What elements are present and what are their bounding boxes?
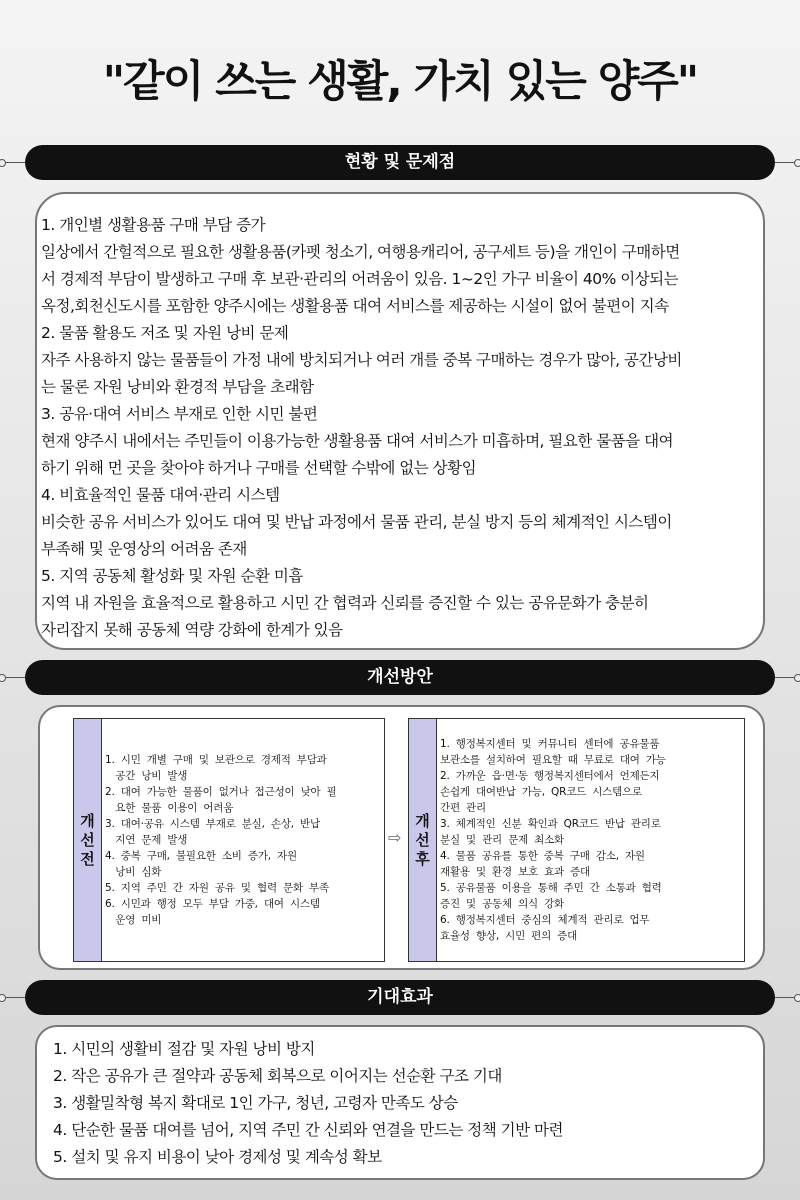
text-line: 하기 위해 먼 곳을 찾아야 하거나 구매를 선택할 수밖에 없는 상황임 (41, 459, 477, 477)
text-line: 1. 행정복지센터 및 커뮤니티 센터에 공유물품 (440, 738, 660, 750)
list-item: 3. 생활밀착형 복지 확대로 1인 가구, 청년, 고령자 만족도 상승 (53, 1094, 458, 1112)
section-heading-effects: 기대효과 (25, 980, 775, 1015)
text-line: 분실 및 관리 문제 최소화 (440, 834, 564, 846)
text-line: 공간 낭비 발생 (105, 770, 188, 782)
text-line: 2. 대여 가능한 물품이 없거나 접근성이 낮아 필 (105, 786, 337, 798)
before-label (74, 719, 102, 961)
text-line: 낭비 심화 (105, 866, 162, 878)
list-item: 4. 단순한 물품 대여를 넘어, 지역 주민 간 신뢰와 연결을 만드는 정책 기반 마련 (53, 1121, 563, 1139)
text-line: 자주 사용하지 않는 물품들이 가정 내에 방치되거나 여러 개를 중복 구매하는 경우가 많아, 공간낭비 (41, 351, 682, 369)
label-char: 후 (415, 849, 430, 868)
after-label (409, 719, 437, 961)
text-line: 6. 행정복지센터 중심의 체계적 관리로 업무 (440, 914, 650, 926)
list-item: 5. 설치 및 유지 비용이 낮아 경제성 및 계속성 확보 (53, 1148, 382, 1166)
text-line: 지역 내 자원을 효율적으로 활용하고 시민 간 협력과 신뢰를 증진할 수 있는 공유문화가 충분히 (41, 594, 649, 612)
text-line: 4. 비효율적인 물품 대여·관리 시스템 (41, 486, 280, 504)
label-char: 선 (415, 830, 430, 849)
text-line: 증진 및 공동체 의식 강화 (440, 898, 564, 910)
text-line: 부족해 및 운영상의 어려움 존재 (41, 540, 247, 558)
section-heading-status: 현황 및 문제점 (25, 145, 775, 180)
text-line: 보관소를 설치하여 필요할 때 무료로 대여 가능 (440, 754, 666, 766)
arrow-icon: ⇨ (388, 828, 402, 847)
text-line: 자리잡지 못해 공동체 역량 강화에 한계가 있음 (41, 621, 343, 639)
label-char: 개 (415, 811, 430, 830)
text-line: 1. 개인별 생활용품 구매 부담 증가 (41, 216, 266, 234)
text-line: 효율성 향상, 시민 편의 증대 (440, 930, 578, 942)
text-line: 일상에서 간헐적으로 필요한 생활용품(카펫 청소기, 여행용캐리어, 공구세트 등)을 개인이 구매하면 (41, 243, 680, 261)
text-line: 2. 가까운 읍·면·동 행정복지센터에서 언제든지 (440, 770, 660, 782)
page-title: "같이 쓰는 생활, 가치 있는 양주" (102, 57, 698, 107)
text-line: 2. 물품 활용도 저조 및 자원 낭비 문제 (41, 324, 289, 342)
label-char: 선 (80, 830, 95, 849)
status-text (41, 212, 763, 644)
text-line: 5. 지역 주민 간 자원 공유 및 협력 문화 부족 (105, 882, 329, 894)
text-line: 비슷한 공유 서비스가 있어도 대여 및 반납 과정에서 물품 관리, 분실 방지 등의 체계적인 시스템이 (41, 513, 672, 531)
section-heading-improve: 개선방안 (25, 660, 775, 695)
before-text (102, 719, 384, 961)
text-line: 는 물론 자원 낭비와 환경적 부담을 초래함 (41, 378, 314, 396)
text-line: 6. 시민과 행정 모두 부담 가중, 대여 시스템 (105, 898, 320, 910)
after-text (437, 719, 744, 961)
text-line: 3. 체계적인 신분 확인과 QR코드 반납 관리로 (440, 818, 661, 830)
text-line: 요한 물품 이용이 어려움 (105, 802, 234, 814)
list-item: 2. 작은 공유가 큰 절약과 공동체 회복으로 이어지는 선순환 구조 기대 (53, 1067, 502, 1085)
text-line: 손쉽게 대여반납 가능, QR코드 시스템으로 (440, 786, 642, 798)
text-line: 3. 대여·공유 시스템 부재로 분실, 손상, 반납 (105, 818, 320, 830)
text-line: 4. 물품 공유를 통한 중복 구매 감소, 자원 (440, 850, 645, 862)
before-table (73, 718, 385, 962)
text-line: 간편 관리 (440, 802, 486, 814)
text-line: 1. 시민 개별 구매 및 보관으로 경제적 부담과 (105, 754, 327, 766)
list-item: 1. 시민의 생활비 절감 및 자원 낭비 방지 (53, 1040, 315, 1058)
text-line: 3. 공유·대여 서비스 부재로 인한 시민 불편 (41, 405, 318, 423)
effects-text (53, 1036, 763, 1171)
text-line: 운영 미비 (105, 914, 162, 926)
effects-box (35, 1025, 765, 1180)
text-line: 5. 공유물품 이용을 통해 주민 간 소통과 협력 (440, 882, 662, 894)
text-line: 지연 문제 발생 (105, 834, 188, 846)
text-line: 현재 양주시 내에서는 주민들이 이용가능한 생활용품 대여 서비스가 미흡하며, 필요한 물품을 대여 (41, 432, 674, 450)
label-char: 전 (80, 849, 95, 868)
text-line: 서 경제적 부담이 발생하고 구매 후 보관·관리의 어려움이 있음. 1~2인 가구 비율이 40% 이상되는 (41, 270, 679, 288)
text-line: 재활용 및 환경 보호 효과 증대 (440, 866, 591, 878)
text-line: 옥정,회천신도시를 포함한 양주시에는 생활용품 대여 서비스를 제공하는 시설이 없어 불편이 지속 (41, 297, 669, 315)
text-line: 4. 중복 구매, 불필요한 소비 증가, 자원 (105, 850, 297, 862)
status-box (35, 192, 765, 650)
after-table (408, 718, 745, 962)
text-line: 5. 지역 공동체 활성화 및 자원 순환 미흡 (41, 567, 303, 585)
label-char: 개 (80, 811, 95, 830)
